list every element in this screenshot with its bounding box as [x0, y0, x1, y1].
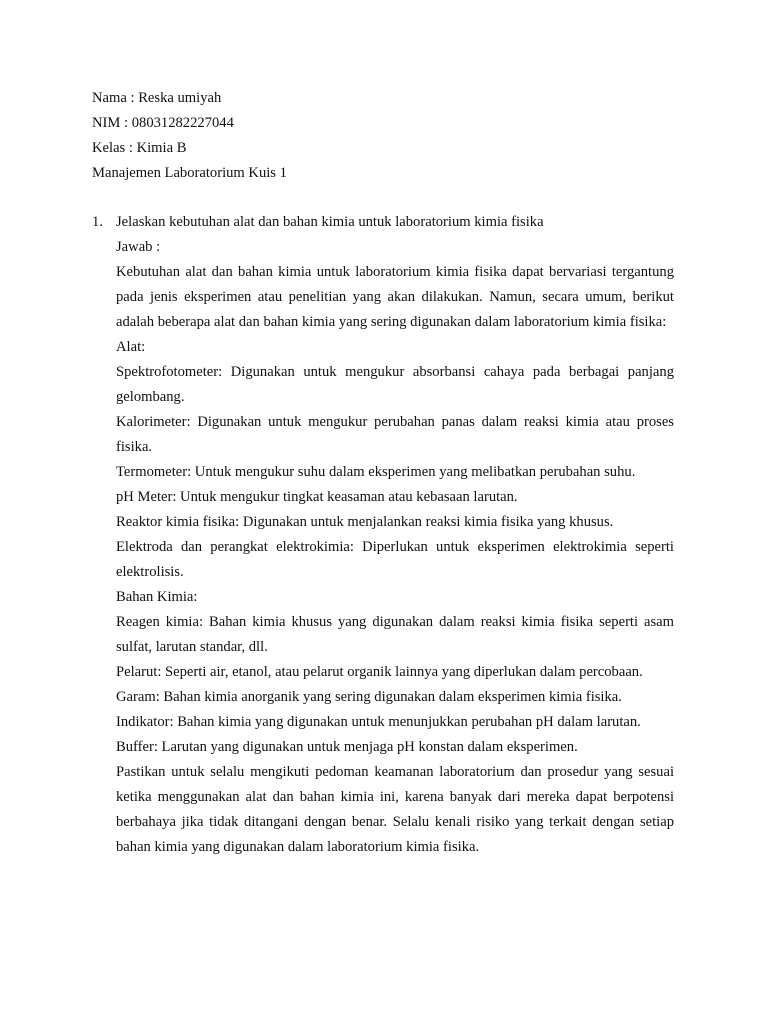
alat-heading: Alat: [116, 339, 146, 355]
alat-item: Termometer: Untuk mengukur suhu dalam eksperimen yang melibatkan perubahan suhu. [116, 464, 636, 480]
question-item [92, 210, 674, 235]
answer-label: Jawab : [116, 239, 161, 255]
alat-item: pH Meter: Untuk mengukur tingkat keasaman atau kebasaan larutan. [116, 489, 518, 505]
student-nim: NIM : 08031282227044 [92, 115, 234, 131]
answer-section [116, 235, 674, 860]
answer-intro: Kebutuhan alat dan bahan kimia untuk laboratorium kimia fisika dapat bervariasi tergantung pada jenis eksperimen atau penelitian yang akan dilakukan. Namun, secara umum, berikut adalah beberapa alat dan bahan kimia yang sering digunakan dalam laboratorium kimia fisika: [116, 264, 674, 330]
student-info-header [92, 86, 692, 186]
bahan-heading: Bahan Kimia: [116, 589, 198, 605]
student-name: Nama : Reska umiyah [92, 90, 222, 106]
student-class: Kelas : Kimia B [92, 140, 187, 156]
alat-item: Elektroda dan perangkat elektrokimia: Diperlukan untuk eksperimen elektrokimia seperti elektrolisis. [116, 539, 674, 580]
bahan-item: Garam: Bahan kimia anorganik yang sering digunakan dalam eksperimen kimia fisika. [116, 689, 622, 705]
alat-item: Reaktor kimia fisika: Digunakan untuk menjalankan reaksi kimia fisika yang khusus. [116, 514, 614, 530]
bahan-item: Reagen kimia: Bahan kimia khusus yang digunakan dalam reaksi kimia fisika seperti asam sulfat, larutan standar, dll. [116, 614, 674, 655]
alat-item: Spektrofotometer: Digunakan untuk mengukur absorbansi cahaya pada berbagai panjang gelombang. [116, 364, 674, 405]
closing-paragraph: Pastikan untuk selalu mengikuti pedoman keamanan laboratorium dan prosedur yang sesuai ketika menggunakan alat dan bahan kimia ini, karena banyak dari mereka dapat berpotensi berbahaya jika tidak ditangani dengan benar. Selalu kenali risiko yang terkait dengan setiap bahan kimia yang digunakan dalam laboratorium kimia fisika. [116, 764, 674, 855]
bahan-item: Buffer: Larutan yang digunakan untuk menjaga pH konstan dalam eksperimen. [116, 739, 578, 755]
question-text: Jelaskan kebutuhan alat dan bahan kimia untuk laboratorium kimia fisika [116, 214, 544, 230]
bahan-item: Indikator: Bahan kimia yang digunakan untuk menunjukkan perubahan pH dalam larutan. [116, 714, 641, 730]
alat-item: Kalorimeter: Digunakan untuk mengukur perubahan panas dalam reaksi kimia atau proses fisika. [116, 414, 674, 455]
question-number: 1. [92, 214, 103, 230]
course-title: Manajemen Laboratorium Kuis 1 [92, 165, 287, 181]
bahan-item: Pelarut: Seperti air, etanol, atau pelarut organik lainnya yang diperlukan dalam percobaan. [116, 664, 643, 680]
